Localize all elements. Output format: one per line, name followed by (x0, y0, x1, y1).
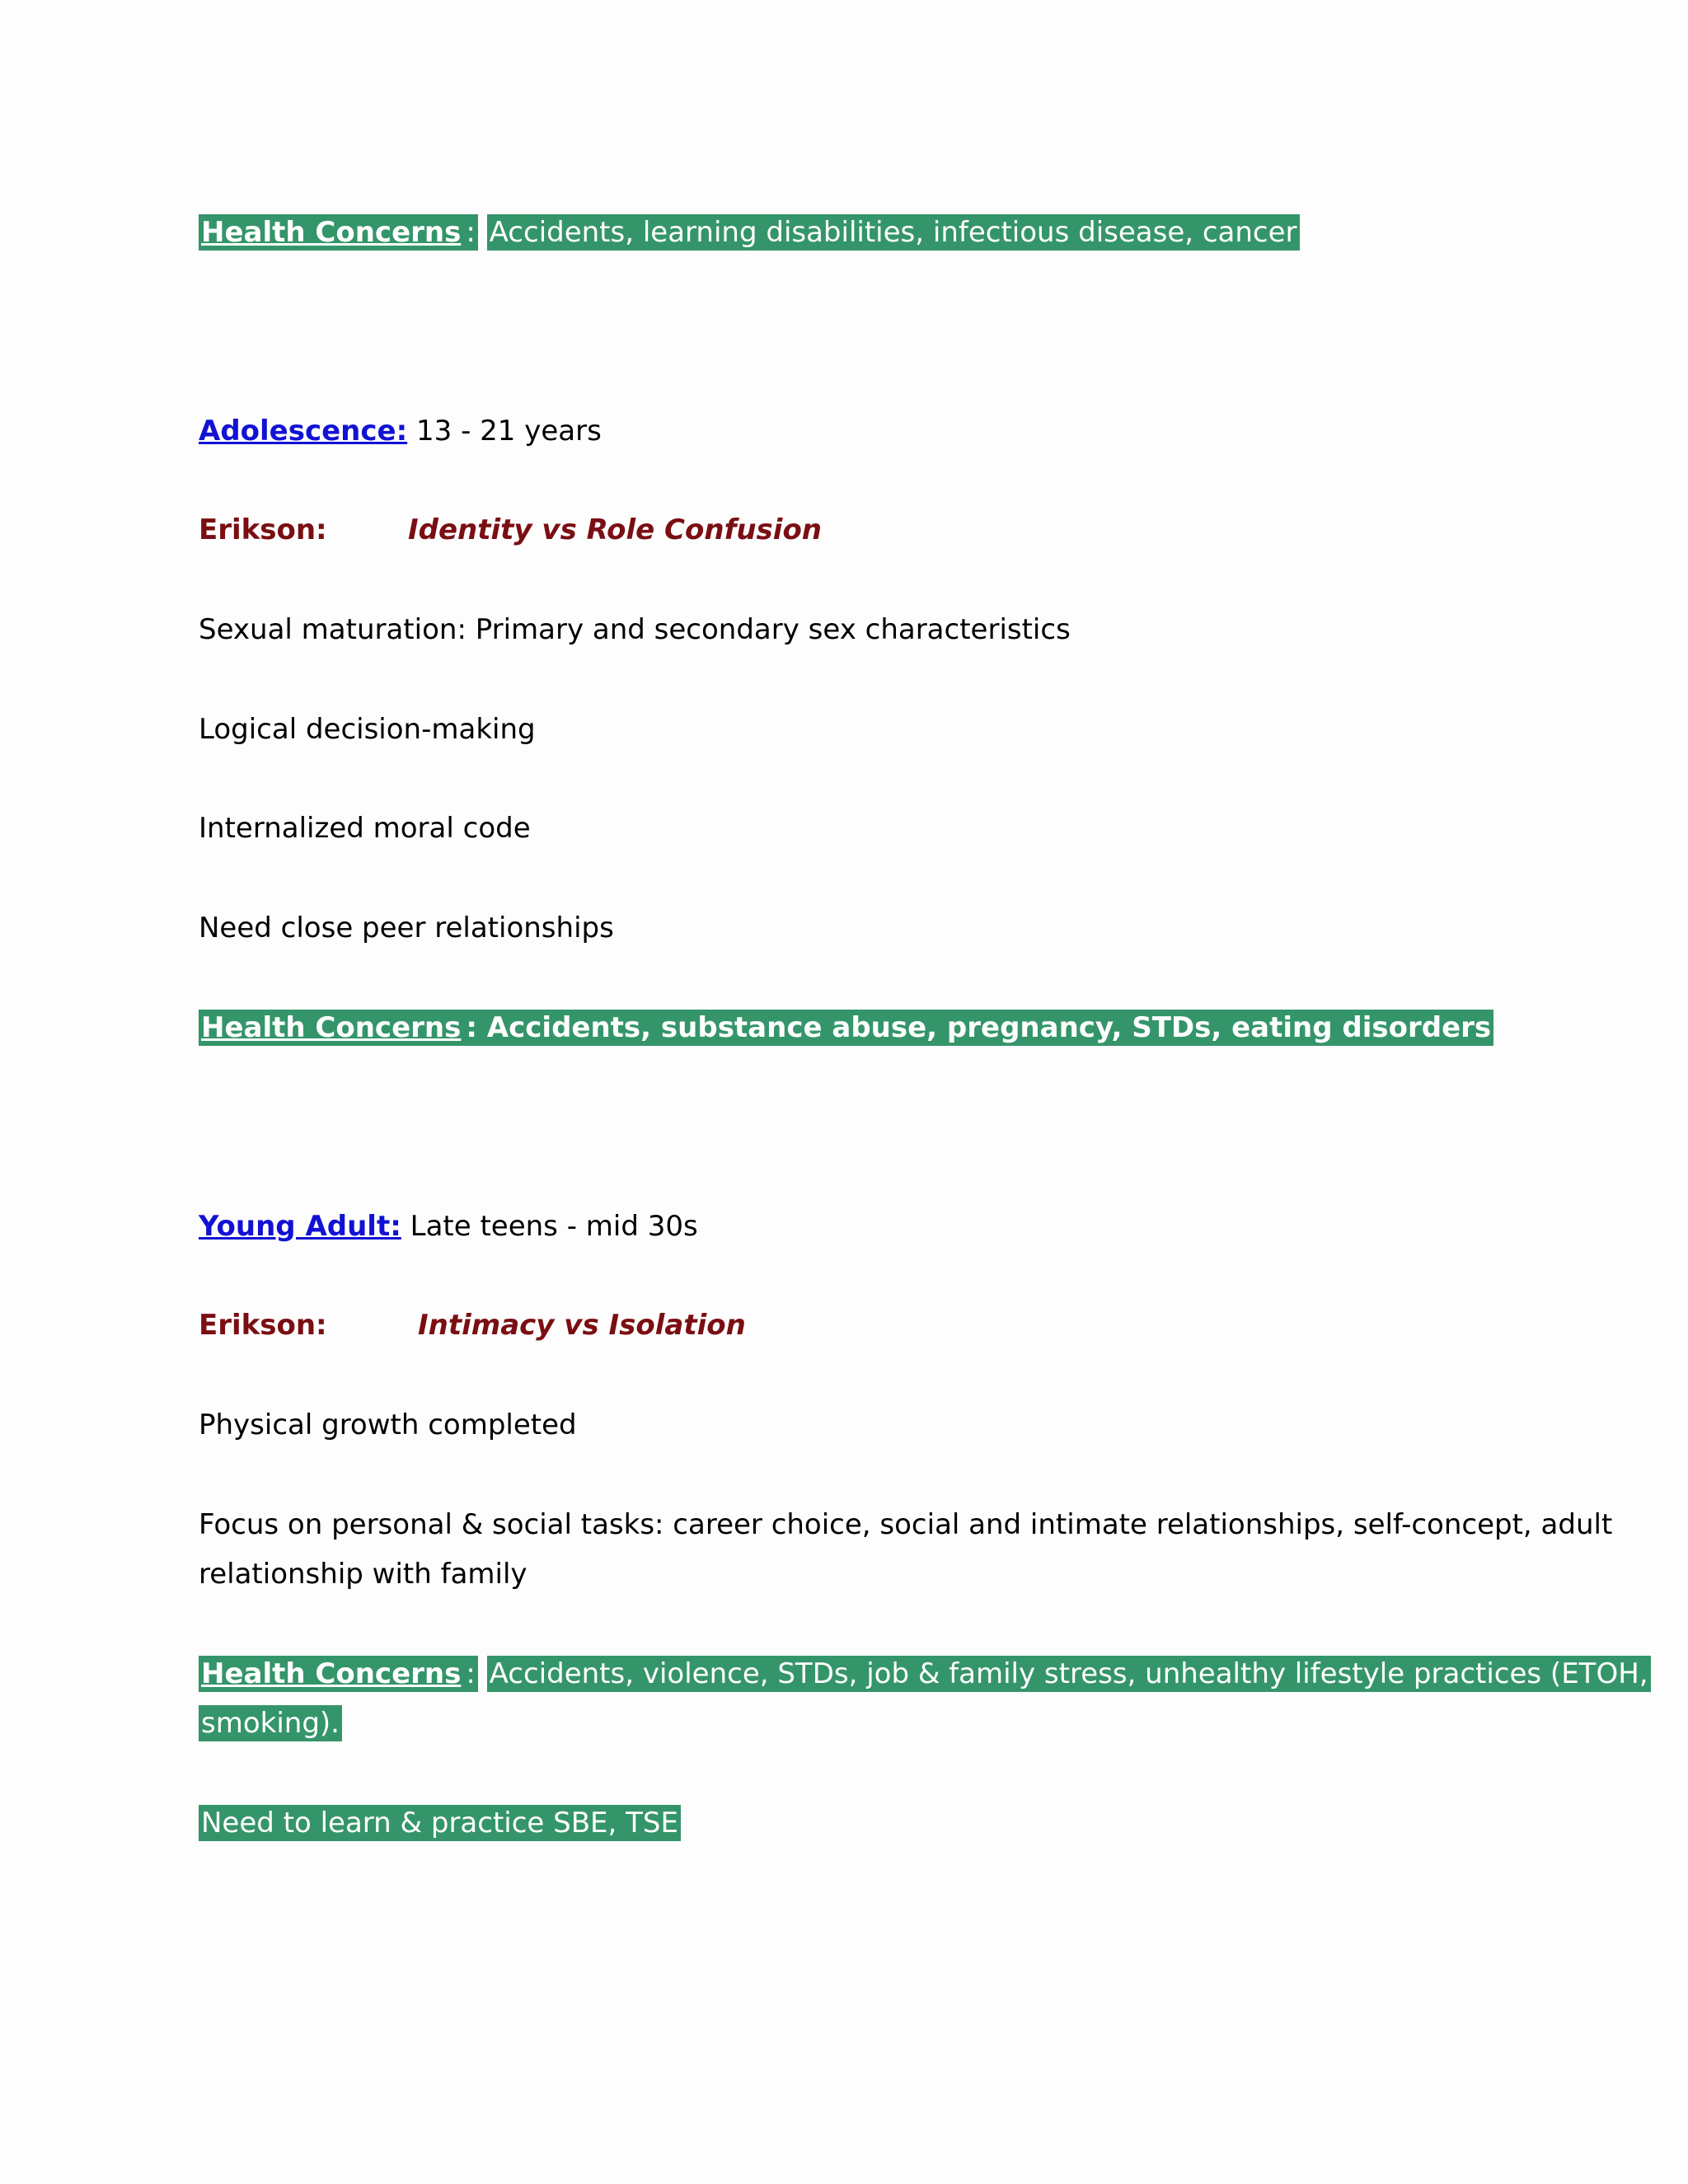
health-concerns-label: Health Concerns (199, 1656, 463, 1692)
erikson-stage: Intimacy vs Isolation (418, 1309, 746, 1342)
young-adult-health-concerns (199, 1649, 1651, 1699)
adolescence-heading (199, 406, 602, 456)
adolescence-item: Internalized moral code (199, 812, 531, 845)
young-adult-item: Physical growth completed (199, 1408, 577, 1441)
learn-practice-line (199, 1798, 681, 1848)
health-concerns-line-1 (199, 208, 1300, 257)
health-concerns-text: : Accidents, substance abuse, pregnancy, STDs, eating disorders (463, 1010, 1493, 1046)
adolescence-label: Adolescence: (199, 415, 408, 448)
young-adult-health-concerns-cont (199, 1699, 342, 1748)
adolescence-range: 13 - 21 years (407, 415, 602, 448)
health-concerns-label: Health Concerns (199, 1010, 463, 1046)
learn-practice-text: Need to learn & practice SBE, TSE (199, 1805, 681, 1841)
adolescence-item: Need close peer relationships (199, 912, 614, 944)
health-concerns-text: Accidents, learning disabilities, infectious disease, cancer (487, 214, 1300, 251)
health-concerns-text: smoking). (199, 1705, 342, 1741)
young-adult-label: Young Adult: (199, 1210, 401, 1243)
adolescence-erikson (199, 505, 823, 555)
erikson-stage: Identity vs Role Confusion (408, 513, 823, 546)
adolescence-item: Sexual maturation: Primary and secondary sex characteristics (199, 613, 1071, 646)
young-adult-heading (199, 1202, 698, 1251)
health-concerns-colon: : (463, 214, 477, 251)
adolescence-item: Logical decision-making (199, 713, 536, 746)
health-concerns-text: Accidents, violence, STDs, job & family stress, unhealthy lifestyle practices (ETOH, (487, 1656, 1651, 1692)
young-adult-erikson (199, 1301, 746, 1350)
young-adult-item: relationship with family (199, 1558, 528, 1591)
health-concerns-colon: : (463, 1656, 477, 1692)
young-adult-range: Late teens - mid 30s (401, 1210, 698, 1243)
health-concerns-label: Health Concerns (199, 214, 463, 251)
erikson-label: Erikson: (199, 1309, 327, 1342)
young-adult-item: Focus on personal & social tasks: career choice, social and intimate relationships, self-concept, adult (199, 1508, 1613, 1541)
erikson-label: Erikson: (199, 513, 327, 546)
adolescence-health-concerns (199, 1003, 1493, 1052)
